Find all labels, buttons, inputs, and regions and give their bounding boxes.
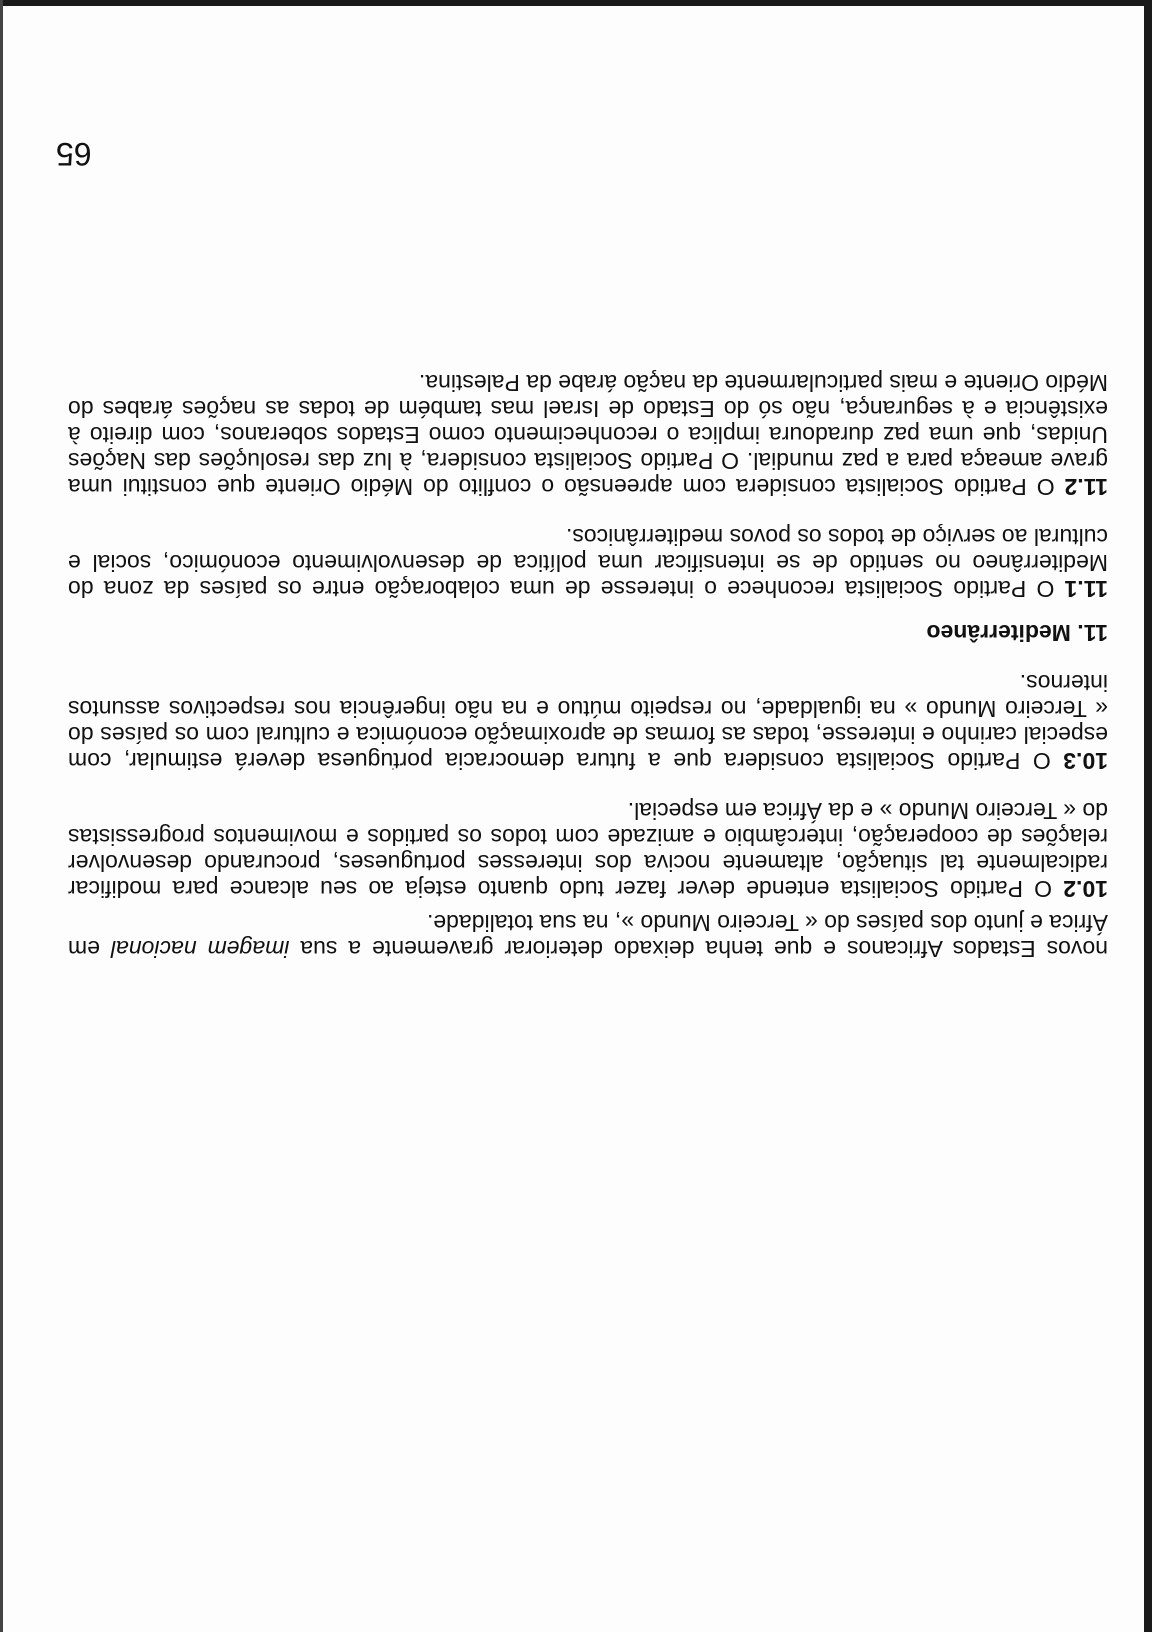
page-content-rotated bbox=[44, 80, 1108, 1552]
paragraph-10-2 bbox=[68, 798, 1108, 902]
scan-edge-left bbox=[0, 0, 3, 1632]
paragraph-text: O Partido Socialista considera com apreensão o conflito do Médio Oriente que constitui uma grave ameaça para a paz mundial. O Partido Socialista considera, à luz das resoluções das Nações Unidas, que uma paz duradoura implica o reconhecimento como Estados soberanos, com direito à existência e à segurança, não só do Estado de Israel mas também de todas as nações árabes do Médio Oriente e mais particularmente da nação árabe da Palestina. bbox=[68, 370, 1108, 500]
text-span: novos Estados Africanos e que tenha deixado deteriorar gravemente a sua bbox=[289, 936, 1108, 962]
paragraph-11-2 bbox=[68, 370, 1108, 500]
text-span: em África e junto dos países do « Terceiro Mundo », na sua totalidade. bbox=[68, 910, 1108, 962]
paragraph-number: 11.2 bbox=[1064, 474, 1108, 500]
paragraph-intro bbox=[68, 910, 1108, 962]
section-heading: 11. Mediterrâneo bbox=[926, 620, 1108, 646]
paragraph-text: O Partido Socialista entende dever fazer tudo quanto esteja ao seu alcance para modificar radicalmente tal situação, altamente nociva dos interesses portugueses, procurando desenvolver relações de cooperação, intercâmbio e amizade com todos os partidos e movimentos progressistas do « Terceiro Mundo » e da África em especial. bbox=[68, 798, 1108, 902]
body-text bbox=[68, 346, 1108, 962]
paragraph-text: O Partido Socialista reconhece o interesse de uma colaboração entre os países da zona do Mediterrâneo no sentido de se intensificar uma política de desenvolvimento económico, social e cultural ao serviço de todos os povos mediterrânicos. bbox=[68, 524, 1108, 602]
paragraph-11-1 bbox=[68, 524, 1108, 602]
paragraph-number: 10.3 bbox=[1063, 748, 1108, 774]
paragraph-10-3 bbox=[68, 670, 1108, 774]
page-number: 65 bbox=[56, 136, 92, 172]
paragraph-number: 11.1 bbox=[1064, 576, 1108, 602]
paragraph-number: 10.2 bbox=[1063, 876, 1108, 902]
scan-edge-right bbox=[1144, 0, 1152, 1632]
scan-edge-top bbox=[0, 0, 1152, 6]
emphasis-text: imagem nacional bbox=[110, 936, 290, 962]
paragraph-text: O Partido Socialista considera que a futura democracia portuguesa deverá estimular, com especial carinho e interesse, todas as formas de aproximação económica e cultural com os países do « Terceiro Mundo » na igualdade, no respeito mútuo e na não ingerência nos respectivos assuntos internos. bbox=[68, 670, 1108, 774]
